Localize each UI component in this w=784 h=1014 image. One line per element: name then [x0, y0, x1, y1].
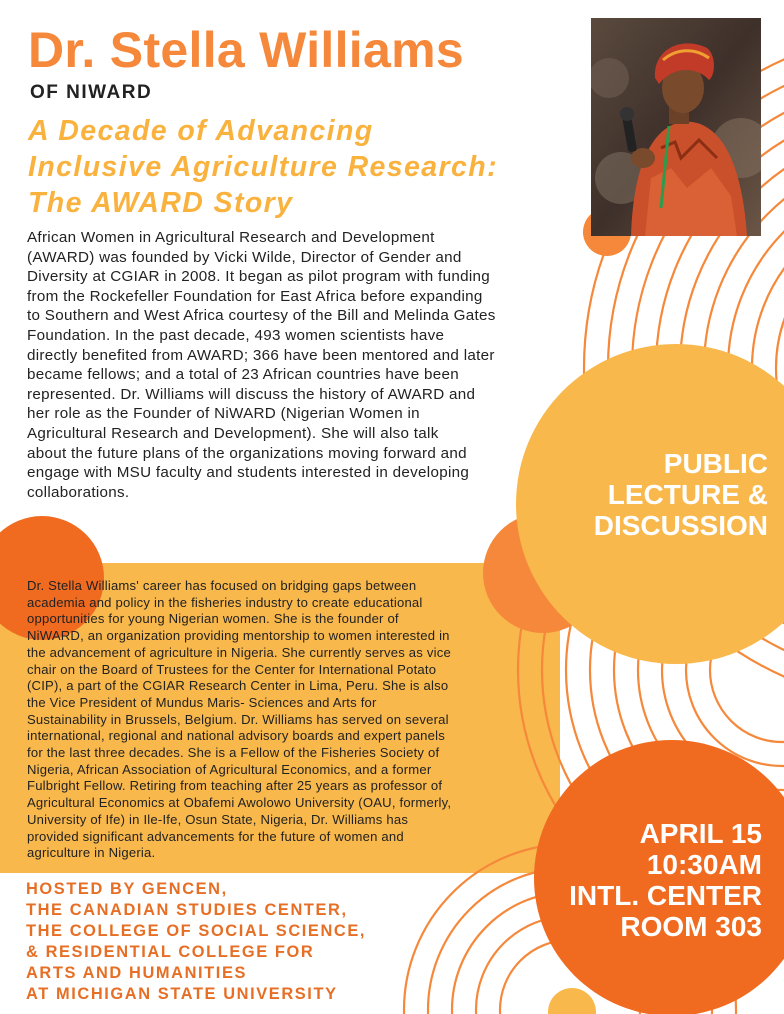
bio-line: academia and policy in the fisheries industry to create educational	[27, 594, 423, 610]
host-line: AT MICHIGAN STATE UNIVERSITY	[26, 984, 338, 1003]
description-line: Agricultural Research and Development). She will also talk	[27, 424, 439, 442]
event-type-line: DISCUSSION	[593, 510, 768, 541]
bio-line: the Vice President of Mundus Maris- Sciences and Arts for	[27, 694, 377, 710]
speaker-affiliation: OF NIWARD	[30, 82, 153, 103]
description-line: represented. Dr. Williams will discuss the history of AWARD and	[27, 385, 476, 403]
event-venue: INTL. CENTER	[569, 880, 762, 911]
lecture-title-line: The AWARD Story	[28, 187, 294, 219]
bio-line: University of Ife) in Ile-Ife, Osun State, Nigeria, Dr. Williams has	[27, 811, 409, 827]
host-line: HOSTED BY GENCEN,	[26, 880, 228, 898]
event-type-line: LECTURE &	[607, 479, 768, 510]
bio-line: Fulbright Fellow. Retiring from teaching after 25 years as professor of	[27, 778, 443, 794]
event-time: 10:30AM	[646, 849, 762, 880]
event-date: APRIL 15	[639, 818, 762, 849]
description-line: about the future plans of the organizations moving forward and	[27, 444, 467, 462]
description-line: became fellows; and a total of 23 African countries have been	[27, 366, 459, 384]
host-line: ARTS AND HUMANITIES	[26, 963, 248, 982]
description-line: collaborations.	[27, 483, 130, 501]
lecture-title-line: A Decade of Advancing	[28, 115, 374, 147]
speaker-bio	[27, 578, 547, 862]
description-line: engage with MSU faculty and students interested in developing	[27, 464, 470, 482]
event-type-line: PUBLIC	[663, 448, 768, 479]
description-line: Diversity at CGIAR in 2008. It began as pilot program with funding	[27, 268, 490, 286]
bio-line: provided significant advancements for the future of women and	[27, 828, 404, 844]
bio-line: NiWARD, an organization providing mentorship to women interested in	[27, 628, 450, 644]
lecture-title-line: Inclusive Agriculture Research:	[28, 151, 498, 183]
description-line: to Southern and West Africa courtesy of the Bill and Melinda Gates	[27, 307, 496, 325]
speaker-photo-image	[591, 18, 761, 236]
bio-line: agriculture in Nigeria.	[27, 845, 156, 861]
host-line: THE CANADIAN STUDIES CENTER,	[26, 900, 348, 919]
bio-line: the advancement of agriculture in Nigeria. She currently serves as vice	[27, 644, 451, 660]
lecture-description	[27, 228, 587, 502]
event-details	[569, 818, 762, 942]
description-line: (AWARD) was founded by Vicki Wilde, Director of Gender and	[27, 248, 462, 266]
host-line: & RESIDENTIAL COLLEGE FOR	[26, 942, 315, 961]
bio-line: Nigeria, African Association of Agricultural Economics, and a former	[27, 761, 432, 777]
description-line: Foundation. In the past decade, 493 women scientists have	[27, 326, 445, 344]
speaker-name: Dr. Stella Williams	[28, 22, 464, 78]
bio-line: opportunities for young Nigerian women. She is the founder of	[27, 611, 399, 627]
bio-line: for the last three decades. She is a Fellow of the Fisheries Society of	[27, 745, 440, 761]
bio-line: Sustainability in Brussels, Belgium. Dr. Williams has served on several	[27, 711, 449, 727]
description-line: directly benefited from AWARD; 366 have been mentored and later	[27, 346, 495, 364]
lecture-title	[28, 113, 588, 221]
bio-line: Dr. Stella Williams' career has focused on bridging gaps between	[27, 578, 417, 593]
bio-line: Agricultural Economics at Obafemi Awolowo University (OAU, formerly,	[27, 795, 452, 811]
description-line: African Women in Agricultural Research and Development	[27, 229, 435, 246]
speaker-photo	[591, 18, 761, 236]
event-room: ROOM 303	[620, 911, 762, 942]
hosted-by-block	[26, 879, 366, 1004]
host-line: THE COLLEGE OF SOCIAL SCIENCE,	[26, 921, 367, 940]
bio-line: international, regional and national advisory boards and expert panels	[27, 728, 445, 744]
description-line: her role as the Founder of NiWARD (Nigerian Women in	[27, 405, 420, 423]
bio-line: (CIP), a part of the CGIAR Research Center in Lima, Peru. She is also	[27, 678, 449, 694]
bio-line: chair on the Board of Trustees for the Center for International Potato	[27, 661, 437, 677]
event-type	[594, 448, 768, 541]
small-yellow-dot	[548, 988, 596, 1014]
description-line: from the Rockefeller Foundation for East Africa before expanding	[27, 287, 483, 305]
